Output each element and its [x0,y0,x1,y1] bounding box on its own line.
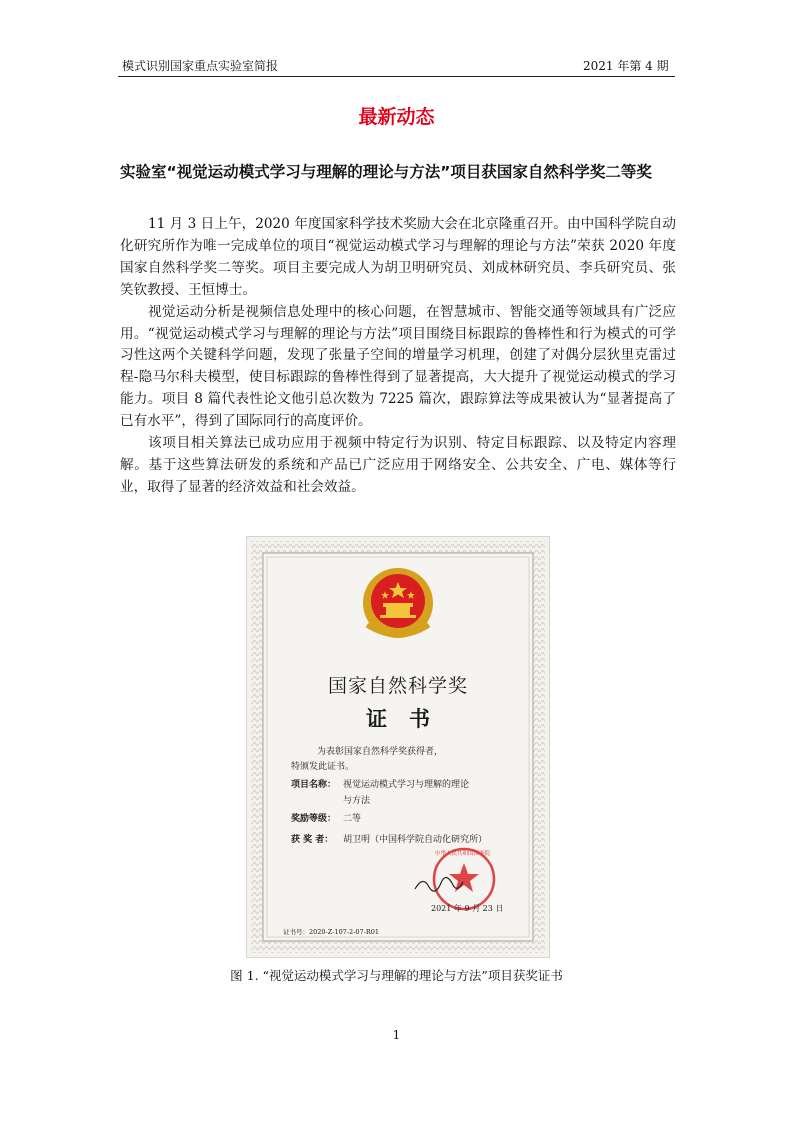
certificate-date: 2021 年 9 月 23 日 [431,904,504,913]
certificate-project-name-2: 与方法 [343,796,371,806]
certificate-project-name-1: 视觉运动模式学习与理解的理论 [343,780,470,790]
paragraph: 该项目相关算法已成功应用于视频中特定行为识别、特定目标跟踪、以及特定内容理解。基于这些算法研发的系统和产品已广泛应用于网络安全、公共安全、广电、媒体等行业，取得了显著的经济效益和社会效益。 [120,435,676,495]
certificate-winner: 胡卫明（中国科学院自动化研究所） [343,835,488,845]
certificate-image [246,536,550,958]
article-title: 实验室“视觉运动模式学习与理解的理论与方法”项目获国家自然科学奖二等奖 [120,163,652,181]
paragraph: 视觉运动分析是视频信息处理中的核心问题，在智慧城市、智能交通等领域具有广泛应用。“视觉运动模式学习与理解的理论与方法”项目围绕目标跟踪的鲁棒性和行为模式的可学习性这两个关键科学问题，发现了张量子空间的增量学习机理，创建了对偶分层狄里克雷过程-隐马尔科夫模型，使目标跟踪的鲁棒性得到了显著提高，大大提升了视觉运动模式的学习能力。项目 8 篇代表性论文他引总次数为 7225 篇次，跟踪算法等成果被认为“显著提高了已有水平”，得到了国际同行的高度评价。 [120,303,676,430]
paragraph: 11 月 3 日上午，2020 年度国家科学技术奖励大会在北京隆重召开。由中国科学院自动化研究所作为唯一完成单位的项目“视觉运动模式学习与理解的理论与方法”荣获 2020 年度国家自然科学奖二等奖。项目主要完成人为胡卫明研究员、刘成林研究员、李兵研究员、张笑钦教授、王恒博士。 [120,216,676,298]
header-publication: 模式识别国家重点实验室简报 [122,59,279,73]
certificate-title: 国家自然科学奖 [327,675,468,697]
section-title: 最新动态 [358,106,435,128]
certificate-winner-label: 获 奖 者： [291,835,334,845]
certificate-level-label: 奖励等级： [291,814,337,824]
seal-text: 中华人民共和国国务院 [435,851,491,857]
certificate-line-1: 为表彰国家自然科学奖获得者， [317,747,444,757]
figure-caption: 图 1. “视觉运动模式学习与理解的理论与方法”项目获奖证书 [230,968,563,983]
certificate-level: 二等 [343,814,362,824]
certificate-serial: 证书号：2020-Z-107-2-07-R01 [283,928,380,936]
header-issue: 2021 年第 4 期 [583,59,669,73]
page-number: 1 [392,1028,401,1042]
national-emblem-icon [363,568,433,638]
certificate-project-label: 项目名称： [291,780,337,790]
certificate-line-2: 特颁发此证书。 [291,762,355,772]
certificate-subtitle: 证书 [366,706,452,731]
article-body [120,214,676,499]
header-divider [118,76,675,77]
